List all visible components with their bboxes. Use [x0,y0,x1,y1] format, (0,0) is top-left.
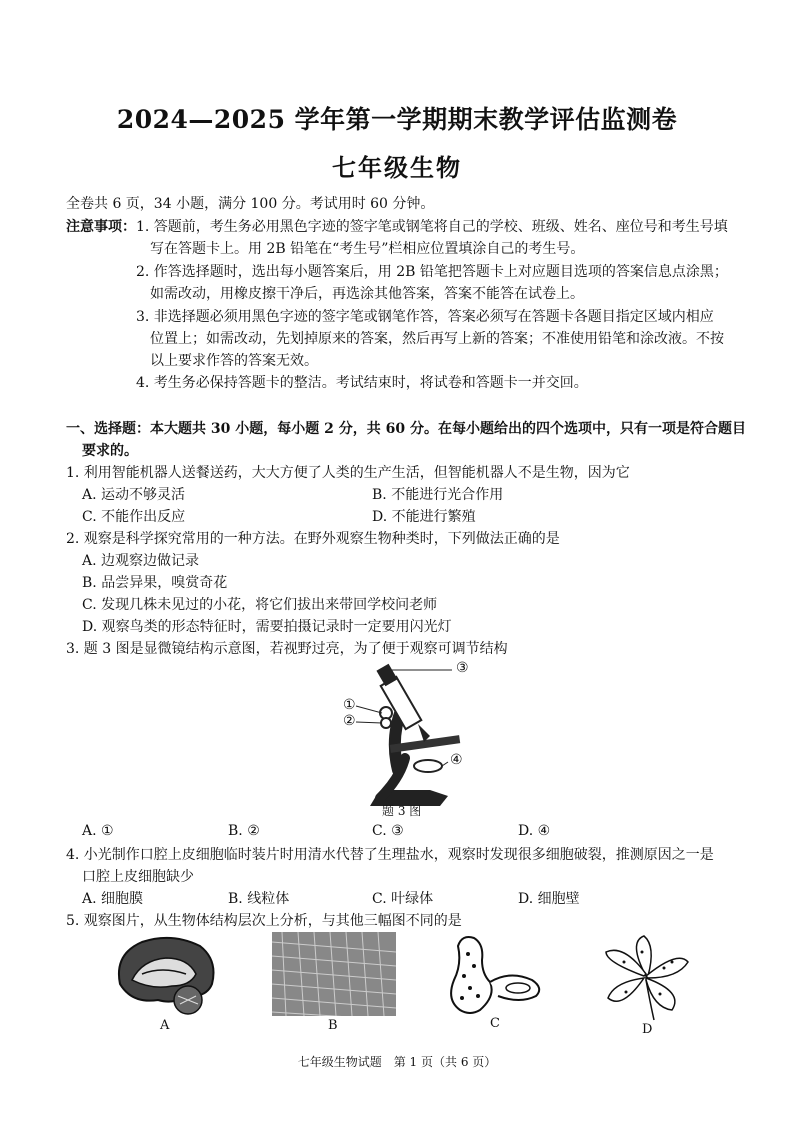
brain-image [112,934,222,1018]
note-line: 如需改动，用橡皮擦干净后，再选涂其他答案，答案不能答在试卷上。 [150,286,584,302]
note-line: 1. 答题前，考生务必用黑色字迹的签字笔或钢笔将自己的学校、班级、姓名、座位号和考生号填 [136,219,728,235]
figure-label-3: ③ [456,660,469,676]
image-label-b: B [328,1018,338,1033]
section-heading: 一、选择题：本大题共 30 小题，每小题 2 分，共 60 分。在每小题给出的四个选项中，只有一项是符合题目 [66,421,746,437]
section-heading: 要求的。 [82,443,138,459]
question-3-option-d: D. ④ [518,823,551,839]
exam-intro: 全卷共 6 页，34 小题，满分 100 分。考试用时 60 分钟。 [66,196,435,212]
question-2-stem: 2. 观察是科学探究常用的一种方法。在野外观察生物种类时，下列做法正确的是 [66,531,560,547]
question-3-option-b: B. ② [228,823,260,839]
page-subtitle: 七年级生物 [332,153,462,182]
question-1-option-c: C. 不能作出反应 [82,509,186,525]
microscope-figure [330,658,470,818]
figure-label-2: ② [343,713,356,729]
question-2-option-b: B. 品尝异果，嗅赏奇花 [82,575,228,591]
page-title: 2024—2025 学年第一学期期末教学评估监测卷 [116,105,678,134]
question-3-stem: 3. 题 3 图是显微镜结构示意图，若视野过亮，为了便于观察可调节结构 [66,641,508,657]
question-1-option-a: A. 运动不够灵活 [82,487,186,503]
image-label-c: C [490,1016,500,1031]
question-2-option-d: D. 观察鸟类的形态特征时，需要拍摄记录时一定要用闪光灯 [82,619,452,635]
page-footer: 七年级生物试题 第 1 页（共 6 页） [297,1055,497,1069]
note-line: 位置上；如需改动，先划掉原来的答案，然后再写上新的答案；不准使用铅笔和涂改液。不按 [150,331,724,347]
seed-pod-image [440,930,550,1014]
tissue-image [272,932,396,1016]
image-label-a: A [160,1018,170,1033]
figure-caption: 题 3 图 [382,804,422,818]
note-line: 4. 考生务必保持答题卡的整洁。考试结束时，将试卷和答题卡一并交回。 [136,375,588,391]
question-4-option-a: A. 细胞膜 [82,891,144,907]
question-4-stem: 口腔上皮细胞缺少 [82,869,194,885]
question-4-option-c: C. 叶绿体 [372,891,434,907]
question-3-option-a: A. ① [82,823,114,839]
question-3-option-c: C. ③ [372,823,404,839]
question-4-option-d: D. 细胞壁 [518,891,580,907]
notes-label: 注意事项： [66,219,136,235]
question-2-option-a: A. 边观察边做记录 [82,553,200,569]
lily-flower-image [598,932,694,1022]
image-label-d: D [642,1022,653,1037]
question-1-stem: 1. 利用智能机器人送餐送药，大大方便了人类的生产生活，但智能机器人不是生物，因为它 [66,465,630,481]
figure-label-4: ④ [450,752,463,768]
question-1-option-b: B. 不能进行光合作用 [372,487,504,503]
question-5-stem: 5. 观察图片，从生物体结构层次上分析，与其他三幅图不同的是 [66,913,462,929]
note-line: 以上要求作答的答案无效。 [150,353,318,369]
note-line: 写在答题卡上。用 2B 铅笔在“考生号”栏相应位置填涂自己的考生号。 [150,241,585,257]
question-2-option-c: C. 发现几株未见过的小花，将它们拔出来带回学校问老师 [82,597,438,613]
figure-label-1: ① [343,697,356,713]
question-4-option-b: B. 线粒体 [228,891,290,907]
question-4-stem: 4. 小光制作口腔上皮细胞临时装片时用清水代替了生理盐水，观察时发现很多细胞破裂，推测原因之一是 [66,847,714,863]
question-1-option-d: D. 不能进行繁殖 [372,509,476,525]
note-line: 2. 作答选择题时，选出每小题答案后，用 2B 铅笔把答题卡上对应题目选项的答案信息点涂黑； [136,264,728,280]
note-line: 3. 非选择题必须用黑色字迹的签字笔或钢笔作答，答案必须写在答题卡各题目指定区域内相应 [136,309,714,325]
